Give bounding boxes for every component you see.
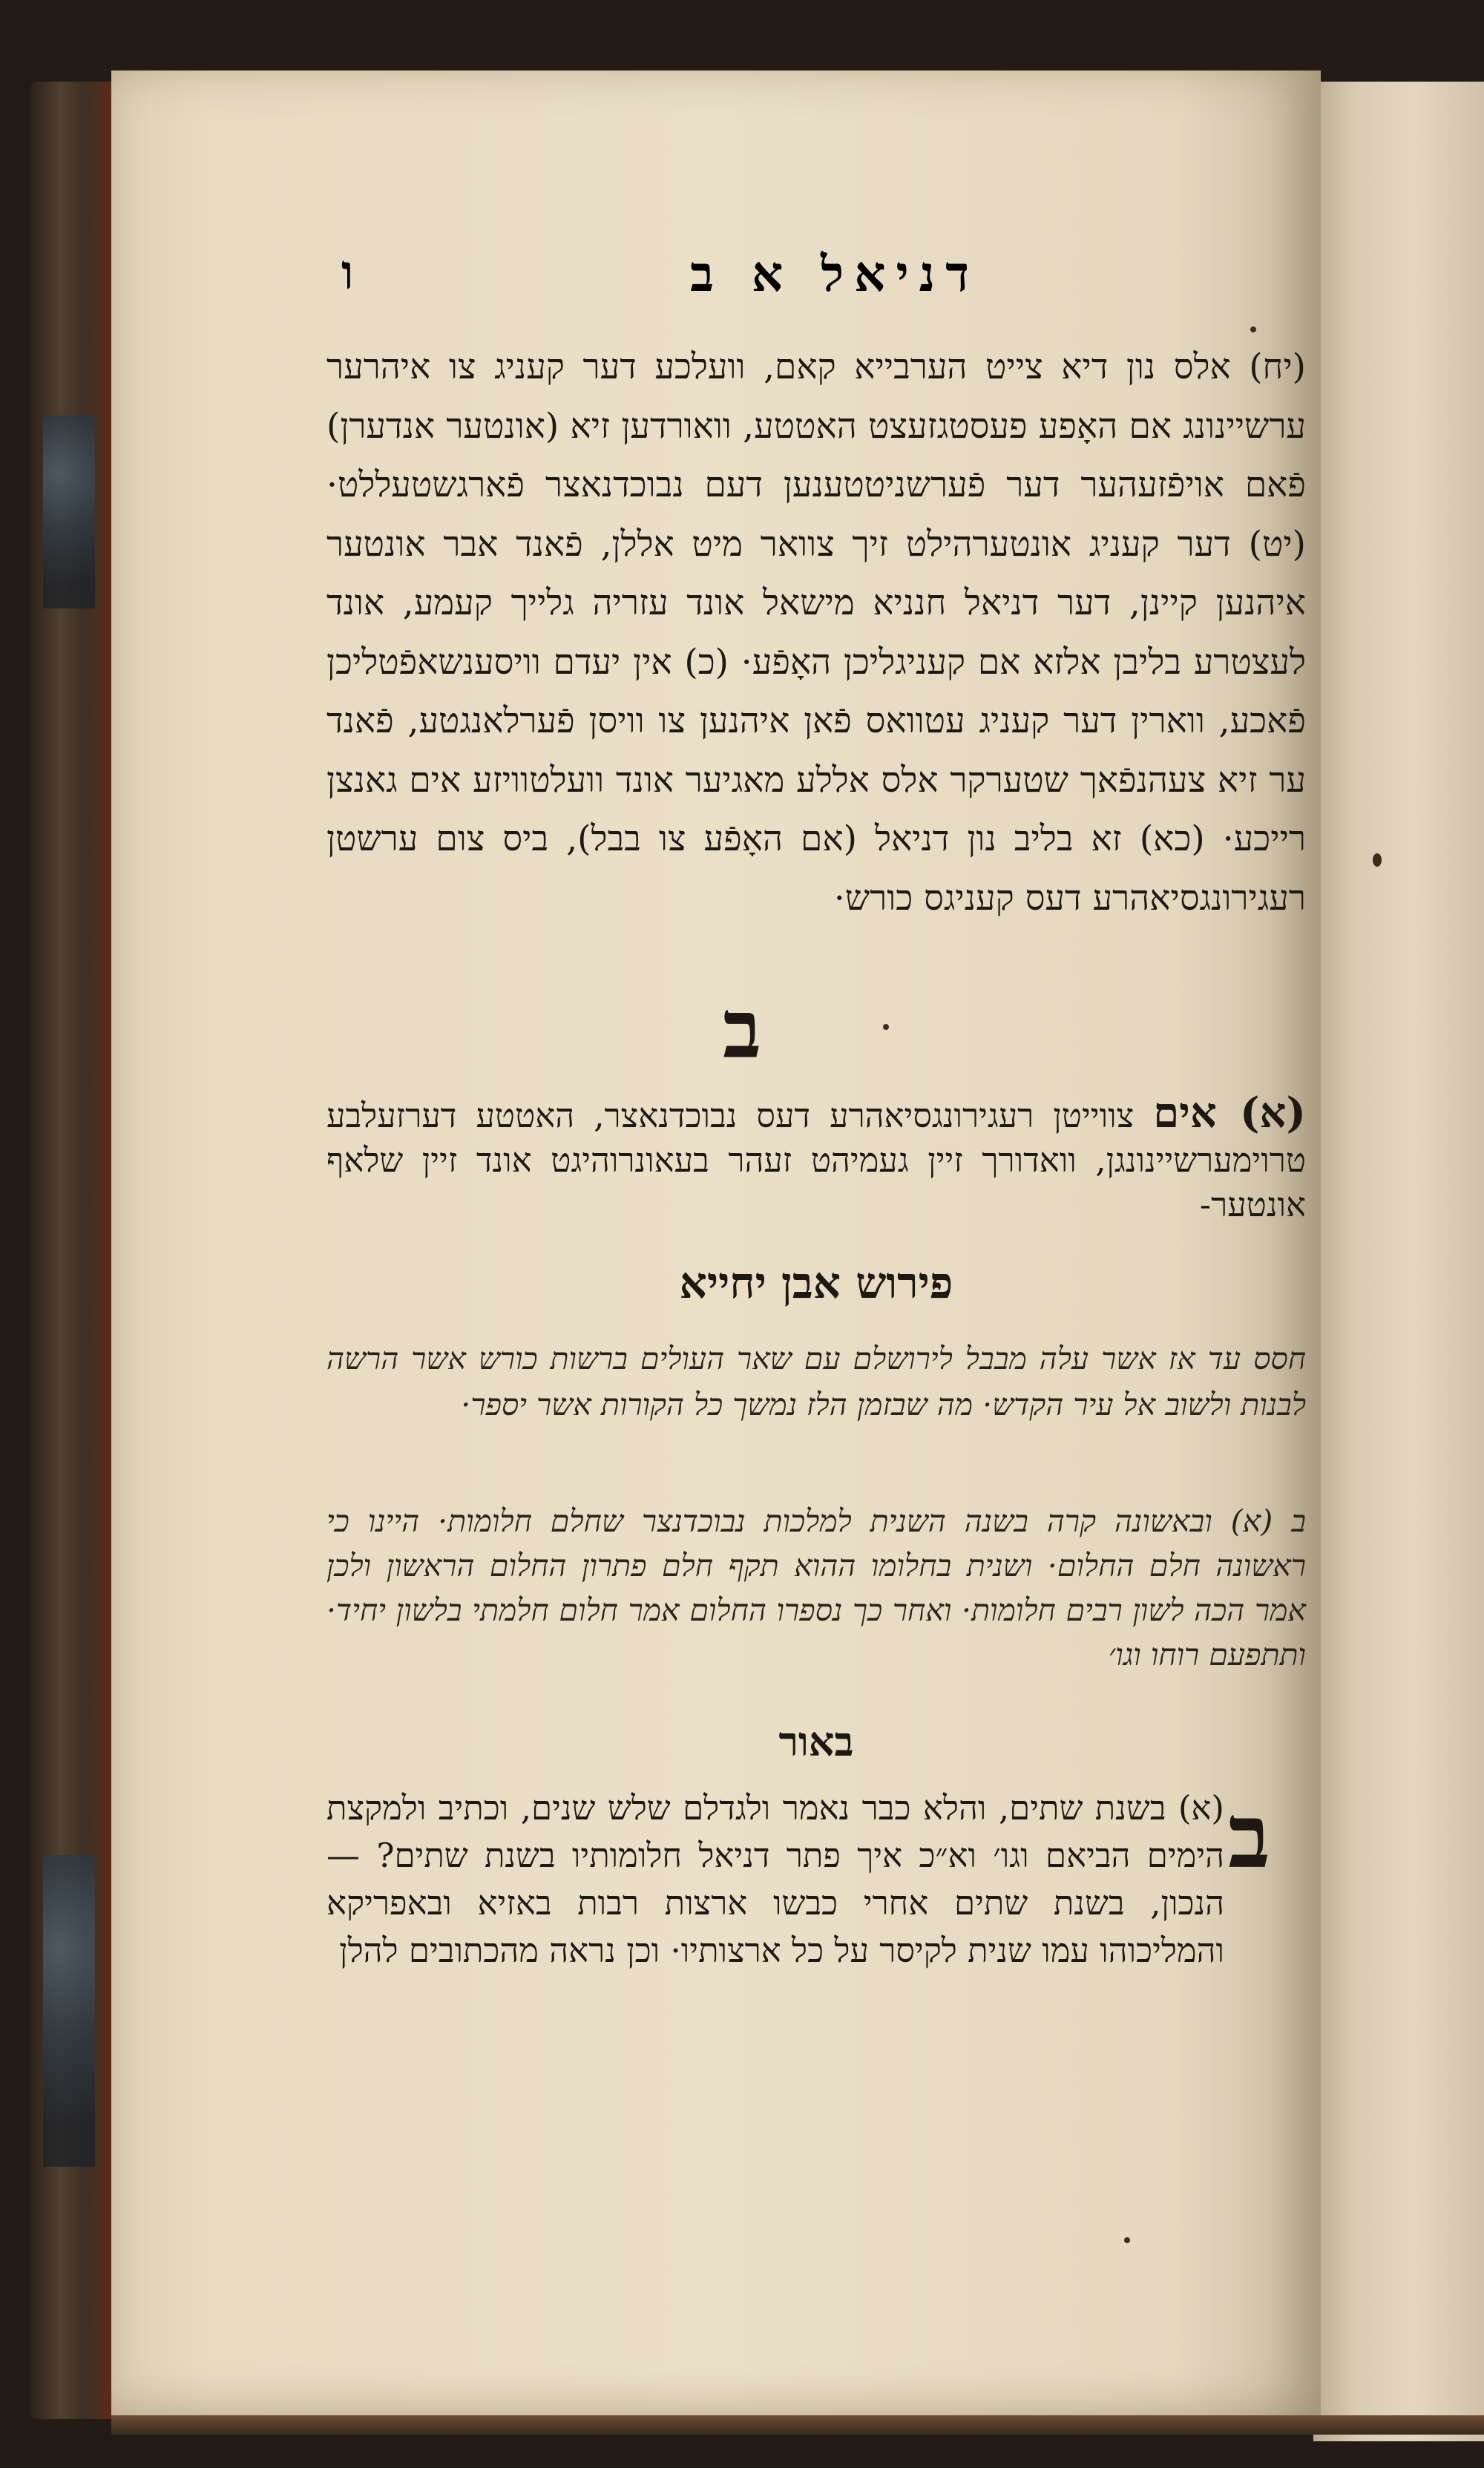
paper-speck	[1124, 2237, 1130, 2243]
chapter-letter: ב	[722, 983, 762, 1077]
marbled-edge-lower	[43, 1855, 95, 2167]
biur-heading: באור	[778, 1718, 854, 1765]
commentary-heading: פירוש אבן יחייא	[679, 1258, 953, 1308]
verse-paragraph-chapter1-end: (יח) אלס נון דיא צייט הערבייא קאם, וועלכע דער קעניג צו איהרער ערשיינונג אם האָפע פעסטגזעצט האטטע, וואורדען זיא (אונטער אנדערן) פֿאם אויפֿזעהער דער פֿערשניטטענען דעם נבוכדנאצר פֿארגשטעללט· (יט) דער קעניג אונטערהילט זיך צוואר מיט אללן, פֿאנד אבר אונטער איהנען קיינן, דער דניאל חנניא מישאל אונד עזריה גלייך קעמע, אונד לעצטרע בליבן אלזא אם קעניגליכן האָפֿע· (כ) אין יעדם וויסענשאפֿטליכן פֿאכע, ווארין דער קעניג עטוואס פֿאן איהנען צו וויסן פֿערלאנגטע, פֿאנד ער זיא צעהנפֿאך שטערקר אלס אללע מאגיער אונד וועלטוויזע אים גאנצן רייכע· (כא) זא בליב נון דניאל (אם האָפֿע צו בבל), ביס צום ערשטן רעגירונגסיאהרע דעס קעניגס כורש·	[326, 347, 1306, 919]
verse-text: צווייטן רעגירונגסיאהרע דעס נבוכדנאצר, האטטע דערזעלבע טרוימערשיינונגן, וואדורך זיין געמיהט זעהר בעאונרוהיגט אונד זיין שלאף אונטער-	[326, 1096, 1306, 1224]
marbled-edge	[43, 416, 95, 608]
running-header	[326, 245, 1291, 319]
verse-opening: (א) אים	[1153, 1089, 1306, 1138]
paper-speck	[1250, 326, 1256, 332]
verse-paragraph-chapter2	[326, 1091, 1306, 1227]
paper-speck	[883, 1024, 889, 1030]
facing-page-edge	[1313, 82, 1484, 2441]
cover-bottom-edge	[111, 2415, 1484, 2435]
paper-speck	[1373, 853, 1382, 867]
commentary-paragraph-2: ב (א) ובאשונה קרה בשנה השנית למלכות נבוכדנצר שחלם חלומות· היינו כי ראשונה חלם החלום· ושנית בחלומו ההוא תקף חלם פתרון החלום הראשון ולכן אמר הכה לשון רבים חלומות· ואחר כך נספרו החלום אמר חלום חלמתי בלשון יחיד· ותתפעם רוחו וגו׳	[326, 1503, 1306, 1673]
page-number: ו	[341, 245, 354, 301]
running-title: דניאל א ב	[690, 245, 979, 303]
commentary-paragraph-1: חסס עד אז אשר עלה מבבל לירושלם עם שאר העולים ברשות כורש אשר הרשה לבנות ולשוב אל עיר הקדש· מה שבזמן הלז נמשך כל הקורות אשר יספר·	[326, 1341, 1306, 1422]
biur-paragraph: (א) בשנת שתים, והלא כבר נאמר ולגדלם שלש שנים, וכתיב ולמקצת הימים הביאם וגו׳ וא״כ איך פתר דניאל חלומותיו בשנת שתים? — הנכון, בשנת שתים אחרי כבשו ארצות רבות באזיא ובאפריקא והמליכוהו עמו שנית לקיסר על כל ארצותיו· וכן נראה מהכתובים להלן	[326, 1788, 1224, 1970]
biur-initial-letter: ב	[1228, 1785, 1270, 1888]
